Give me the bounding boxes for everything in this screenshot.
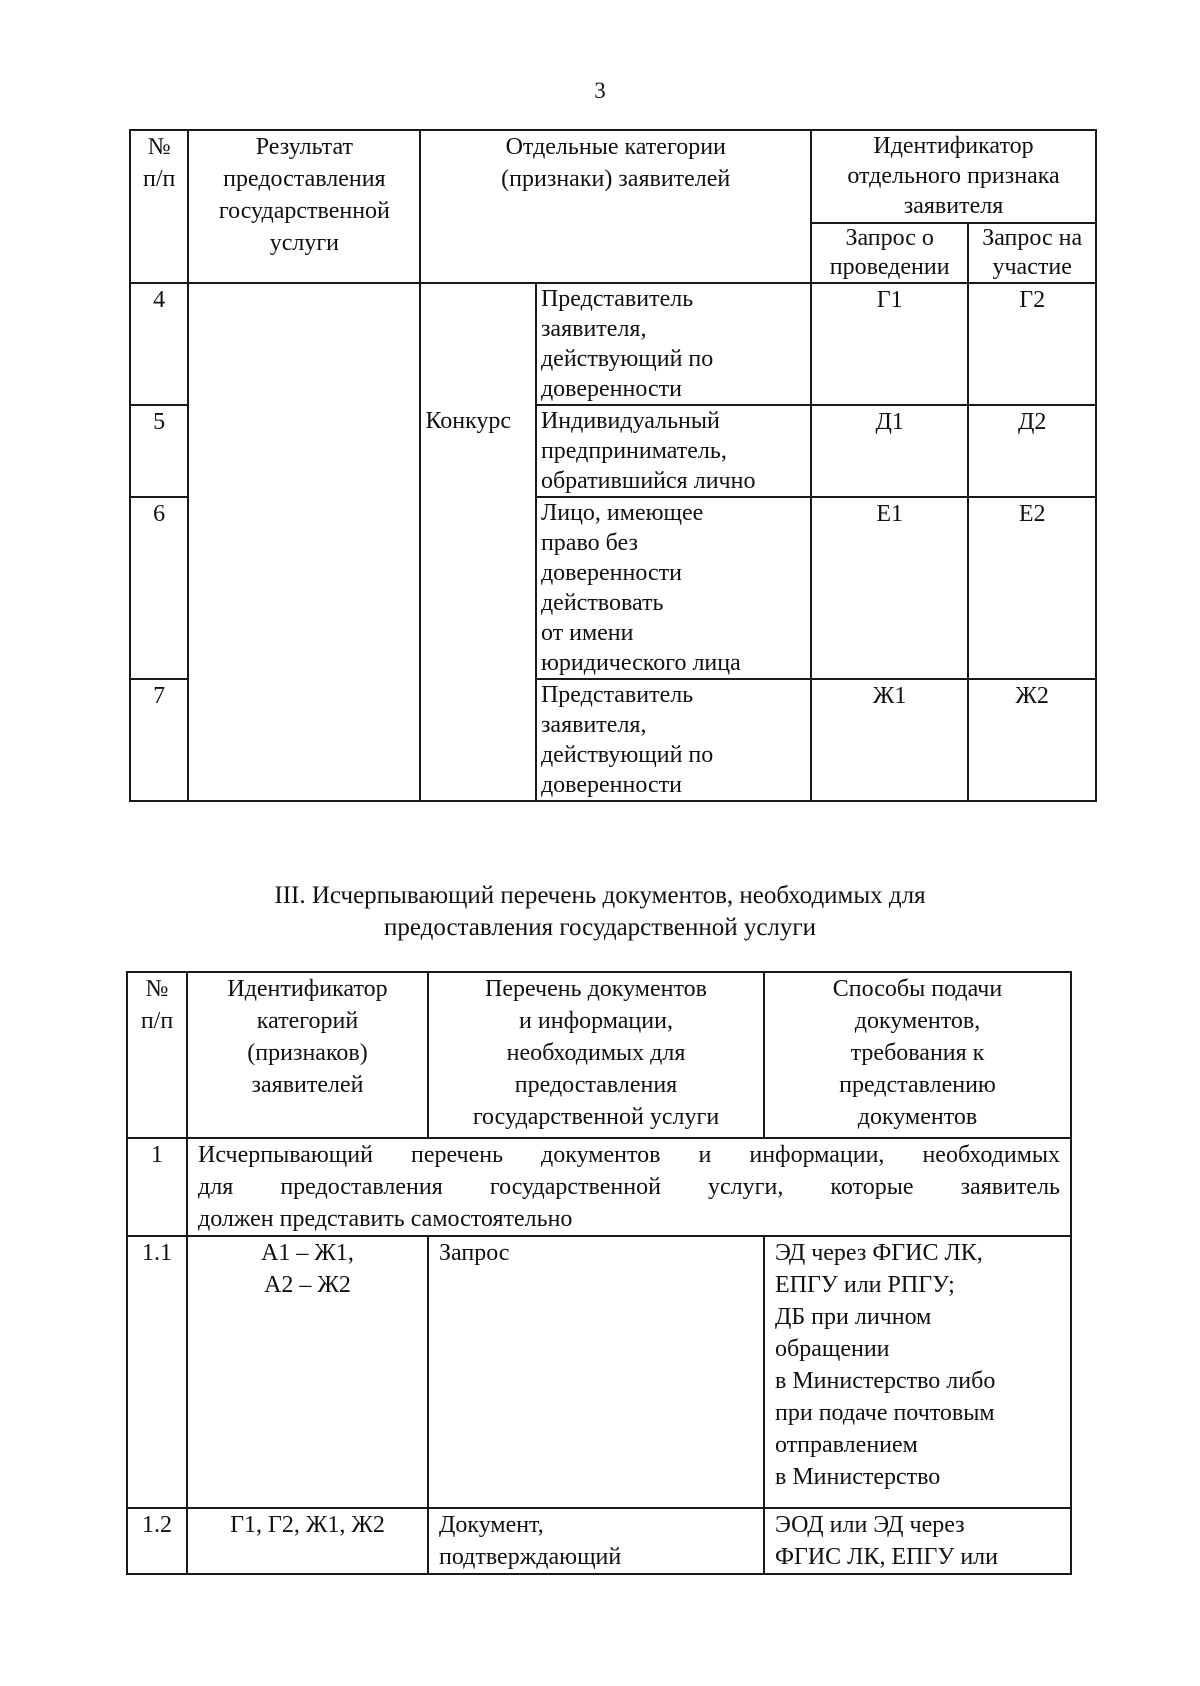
page-number: 3 bbox=[594, 78, 606, 103]
identifier-request-participation: Е2 bbox=[968, 497, 1096, 679]
group-cell-empty bbox=[420, 679, 536, 801]
header-request-conduct: Запрос о проведении bbox=[811, 223, 968, 283]
row-num: 6 bbox=[130, 497, 188, 679]
header-request-participation: Запрос на участие bbox=[968, 223, 1096, 283]
section-row-line: Исчерпывающий перечень документов и информации, необходимых bbox=[198, 1142, 1060, 1168]
document-cell: Документ, подтверждающий bbox=[428, 1508, 764, 1574]
row-num: 4 bbox=[130, 283, 188, 405]
identifier-request-conduct: Д1 bbox=[811, 405, 968, 497]
header-num: № п/п bbox=[127, 972, 187, 1138]
category-cell: Представитель заявителя, действующий по доверенности bbox=[536, 679, 811, 801]
row-num: 5 bbox=[130, 405, 188, 497]
header-documents: Перечень документов и информации, необходимых для предоставления государственной услуги bbox=[428, 972, 764, 1138]
section-row-text bbox=[187, 1138, 1071, 1236]
identifier-cell: А1 – Ж1, А2 – Ж2 bbox=[187, 1236, 428, 1508]
section-row-num: 1 bbox=[127, 1138, 187, 1236]
result-cell-empty bbox=[188, 283, 420, 801]
header-identifier: Идентификатор категорий (признаков) заявителей bbox=[187, 972, 428, 1138]
section-heading: III. Исчерпывающий перечень документов, необходимых для предоставления государственной услуги bbox=[274, 882, 926, 941]
group-label: Конкурс bbox=[420, 405, 536, 497]
header-identifier: Идентификатор отдельного признака заявителя bbox=[811, 130, 1096, 223]
method-cell: ЭД через ФГИС ЛК, ЕПГУ или РПГУ; ДБ при личном обращении в Министерство либо при подаче почтовым отправлением в Министерство bbox=[764, 1236, 1071, 1508]
identifier-cell: Г1, Г2, Ж1, Ж2 bbox=[187, 1508, 428, 1574]
header-result: Результат предоставления государственной услуги bbox=[188, 130, 420, 283]
identifier-request-conduct: Ж1 bbox=[811, 679, 968, 801]
document-cell: Запрос bbox=[428, 1236, 764, 1508]
identifier-request-participation: Ж2 bbox=[968, 679, 1096, 801]
header-methods: Способы подачи документов, требования к представлению документов bbox=[764, 972, 1071, 1138]
identifier-request-participation: Д2 bbox=[968, 405, 1096, 497]
row-num: 1.2 bbox=[127, 1508, 187, 1574]
header-categories: Отдельные категории (признаки) заявителей bbox=[420, 130, 811, 283]
row-num: 7 bbox=[130, 679, 188, 801]
category-cell: Лицо, имеющее право без доверенности действовать от имени юридического лица bbox=[536, 497, 811, 679]
identifier-request-conduct: Е1 bbox=[811, 497, 968, 679]
group-cell-empty bbox=[420, 497, 536, 679]
applicant-categories-table bbox=[129, 129, 1097, 802]
identifier-request-participation: Г2 bbox=[968, 283, 1096, 405]
method-cell: ЭОД или ЭД через ФГИС ЛК, ЕПГУ или bbox=[764, 1508, 1071, 1574]
category-cell: Представитель заявителя, действующий по доверенности bbox=[536, 283, 811, 405]
section-row-line: должен представить самостоятельно bbox=[198, 1206, 573, 1232]
category-cell: Индивидуальный предприниматель, обратившийся лично bbox=[536, 405, 811, 497]
documents-table bbox=[126, 971, 1072, 1575]
identifier-request-conduct: Г1 bbox=[811, 283, 968, 405]
section-row-line: для предоставления государственной услуги, которые заявитель bbox=[198, 1174, 1060, 1200]
group-cell-empty bbox=[420, 283, 536, 405]
header-num: № п/п bbox=[130, 130, 188, 283]
row-num: 1.1 bbox=[127, 1236, 187, 1508]
